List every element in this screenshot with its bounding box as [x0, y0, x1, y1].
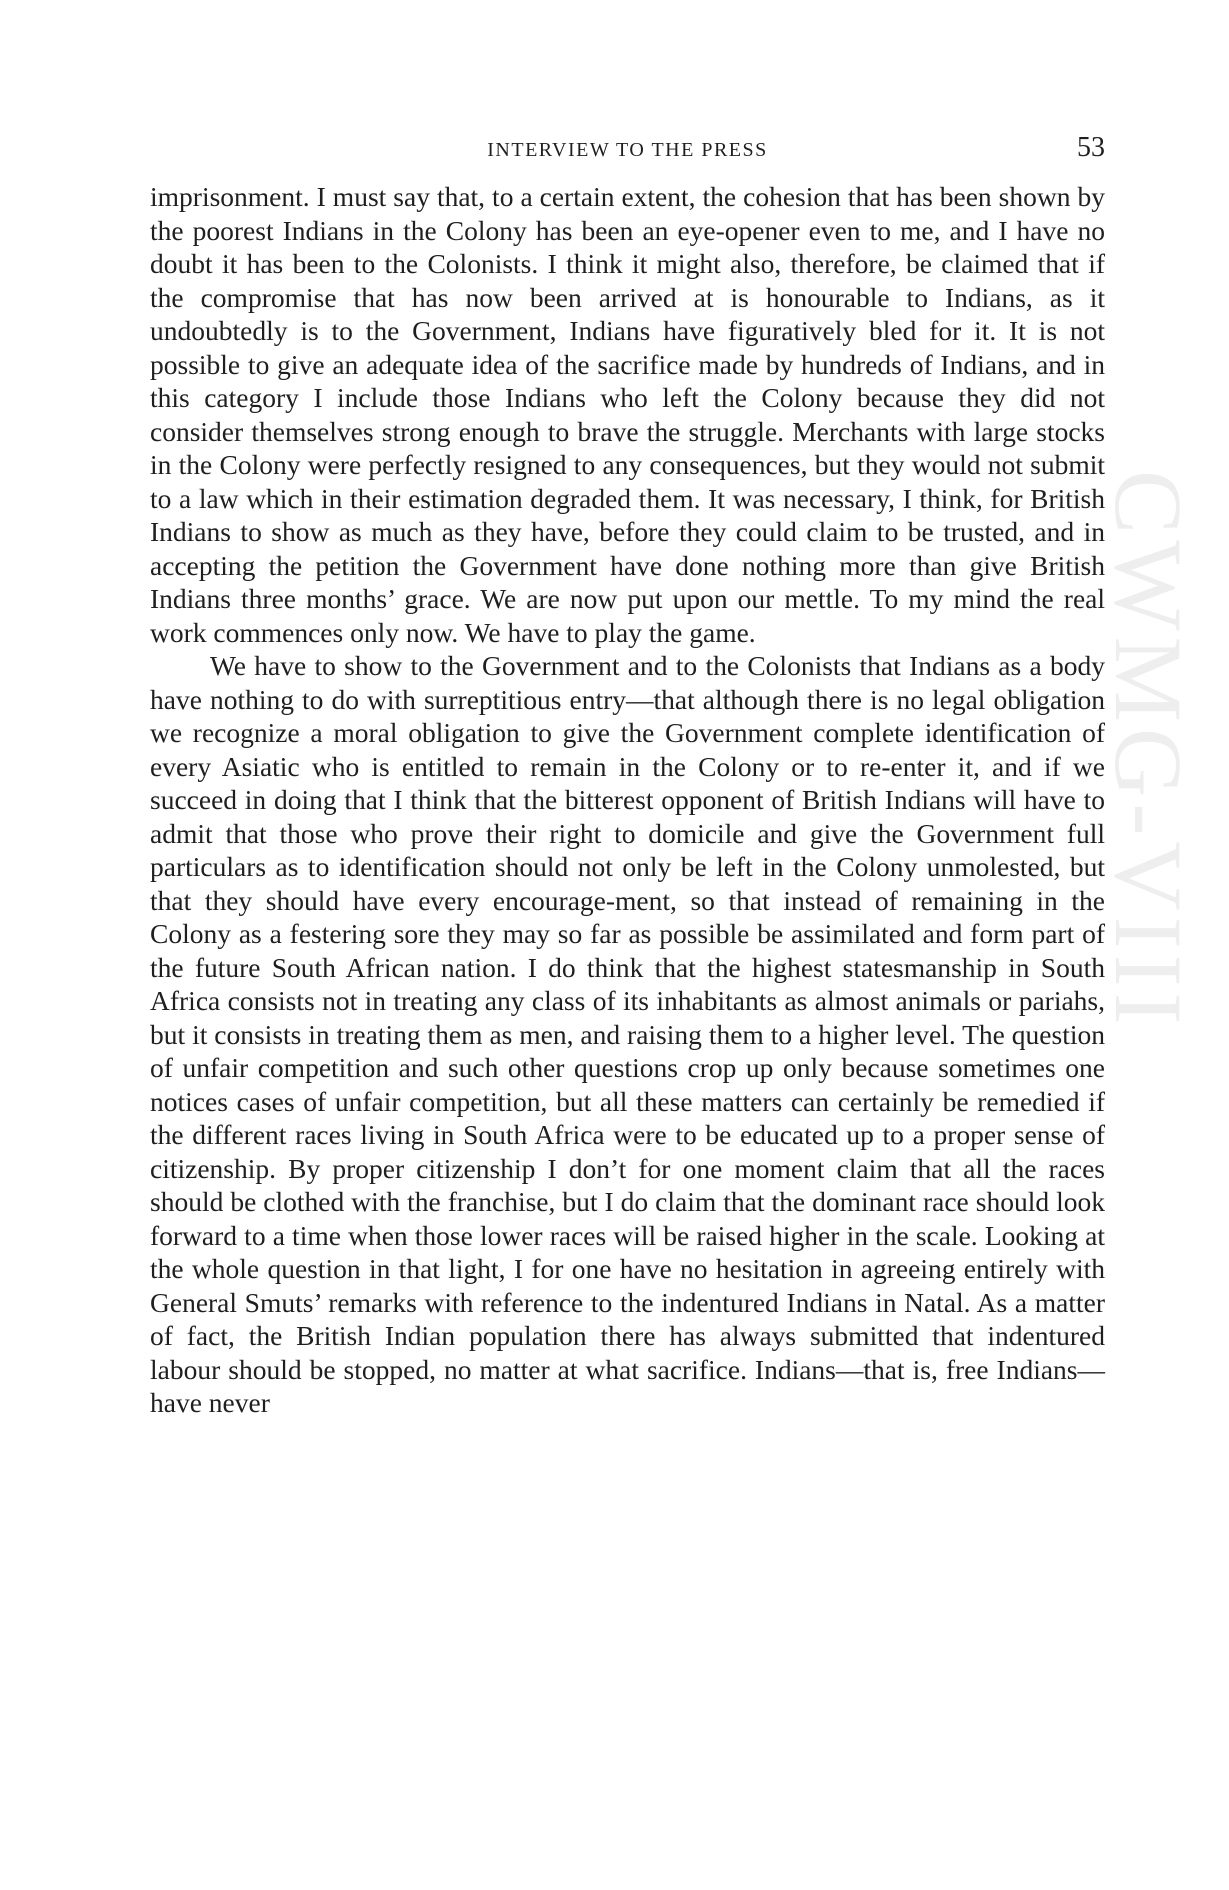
paragraph-1: imprisonment. I must say that, to a certain extent, the cohesion that has been shown by the poorest Indians in the Colony has been an eye-opener even to me, and I have no doubt it has been to the Colonists. I think it might also, therefore, be claimed that if the compromise that has now been arrived at is honourable to Indians, as it undoubtedly is to the Government, Indians have figuratively bled for it. It is not possible to give an adequate idea of the sacrifice made by hundreds of Indians, and in this category I include those Indians who left the Colony because they did not consider themselves strong enough to brave the struggle. Merchants with large stocks in the Colony were perfectly resigned to any consequences, but they would not submit to a law which in their estimation degraded them. It was necessary, I think, for British Indians to show as much as they have, before they could claim to be trusted, and in accepting the petition the Government have done nothing more than give British Indians three months’ grace. We are now put upon our mettle. To my mind the real work commences only now. We have to play the game. — [150, 181, 1105, 648]
paragraph-2: We have to show to the Government and to the Colonists that Indians as a body have nothing to do with surreptitious entry—that although there is no legal obligation we recognize a moral obligation to give the Government complete identification of every Asiatic who is entitled to remain in the Colony or to re-enter it, and if we succeed in doing that I think that the bitterest opponent of British Indians will have to admit that those who prove their right to domicile and give the Government full particulars as to identification should not only be left in the Colony unmolested, but that they should have every encourage-ment, so that instead of remaining in the Colony as a festering sore they may so far as possible be assimilated and form part of the future South African nation. I do think that the highest statesmanship in South Africa consists not in treating any class of its inhabitants as almost animals or pariahs, but it consists in treating them as men, and raising them to a higher level. The question of unfair competition and such other questions crop up only because sometimes one notices cases of unfair competition, but all these matters can certainly be remedied if the different races living in South Africa were to be educated up to a proper sense of citizenship. By proper citizenship I don’t for one moment claim that all the races should be clothed with the franchise, but I do claim that the dominant race should look forward to a time when those lower races will be raised higher in the scale. Looking at the whole question in that light, I for one have no hesitation in agreeing entirely with General Smuts’ remarks with reference to the indentured Indians in Natal. As a matter of fact, the British Indian population there has always submitted that indentured labour should be stopped, no matter at what sacrifice. Indians—that is, free Indians—have never — [150, 650, 1105, 1418]
page-number: 53 — [1077, 132, 1105, 163]
watermark: CWMG-VIII — [1095, 470, 1202, 1031]
running-title: INTERVIEW TO THE PRESS — [487, 139, 768, 161]
running-head — [150, 132, 1105, 176]
body-text — [150, 180, 1105, 1420]
